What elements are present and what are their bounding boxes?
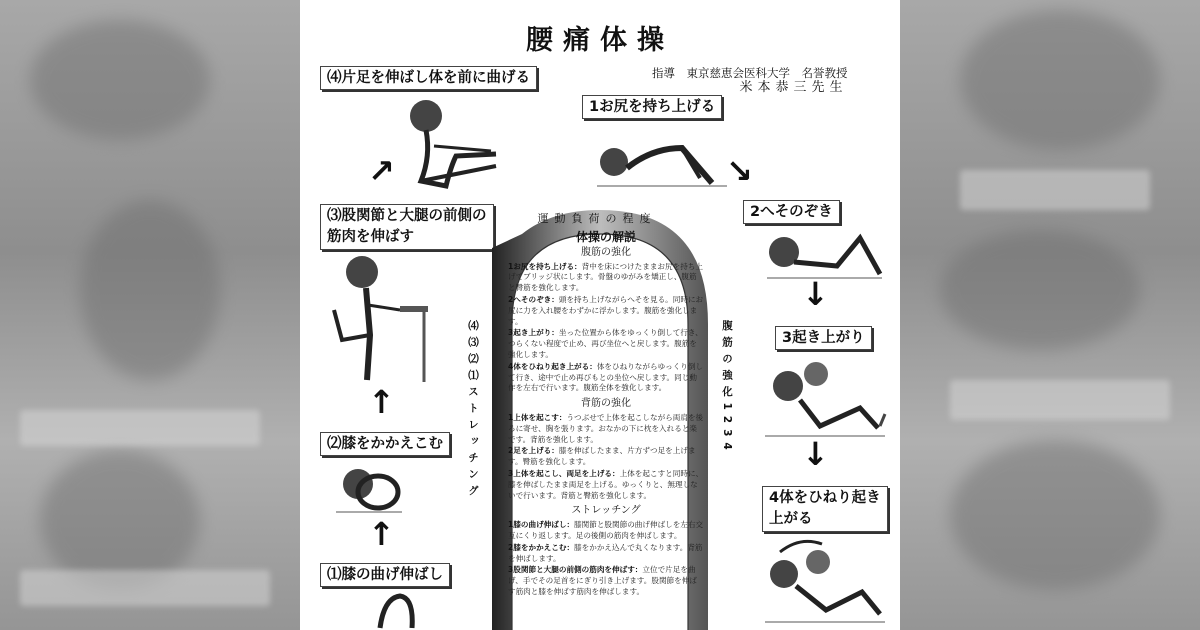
figure-knee-hug [334, 460, 404, 516]
label-stretch-3-line1: ⑶股関節と大腿の前側の [327, 208, 487, 224]
exercise-sheet [300, 0, 900, 630]
figure-navel-look [762, 226, 887, 284]
arch-title: 運動負荷の程度 [537, 212, 657, 225]
abs-item: 4体をひねり起き上がる：体をひねりながらゆっくり倒して行き、途中で止め再びもとの坐位へ戻します。同じ動作を左右で行います。腹筋全体を強化します。 [508, 361, 704, 393]
figure-forward-bend [396, 96, 506, 196]
label-stretch-4: ⑷片足を伸ばし体を前に曲げる [320, 66, 537, 90]
stretch-heading: ストレッチング [571, 505, 641, 517]
label-stretch-1: ⑴膝の曲げ伸ばし [320, 563, 450, 587]
stretch-item: 2膝をかかえこむ：膝をかかえ込んで丸くなります。背筋を伸ばします。 [508, 542, 703, 563]
back-item: 2足を上げる：膝を伸ばしたまま、片方ずつ足を上げます。臀筋を強化します。 [508, 446, 696, 467]
back-item: 1上体を起こす：うつぶせで上体を起こしながら両肩を後ろに寄せ、胸を張ります。おなかの下に枕を入れると楽です。背筋を強化します。 [508, 412, 704, 444]
back-heading: 背筋の強化 [581, 398, 631, 410]
label-stretch-2: ⑵膝をかかえこむ [320, 432, 450, 456]
blurred-background-right [900, 0, 1200, 630]
stretch-item: 3股関節と大腿の前側の筋肉を伸ばす：立位で片足を曲げ、手でその足首をにぎり引き上げます。股関節を伸ばす筋肉と膝を伸ばす筋肉を伸ばします。 [508, 565, 697, 596]
label-abs-1: 1お尻を持ち上げる [582, 95, 722, 119]
arch-right-label: 腹筋の強化1234 [721, 320, 733, 456]
figure-sit-up [760, 356, 888, 442]
arrow-up-icon: ↑ [368, 515, 395, 553]
explanation-panel [508, 232, 704, 599]
label-abs-4-line1: 4体をひねり起き [769, 490, 881, 506]
arch-left-label: ⑷⑶⑵⑴ストレッチング [467, 320, 479, 502]
credit-name: 米本恭三先生 [739, 80, 848, 95]
label-stretch-3-line2: 筋肉を伸ばす [327, 229, 414, 245]
credit-affiliation: 指導 東京慈恵会医科大学 名誉教授 [652, 66, 848, 80]
label-abs-3: 3起き上がり [775, 326, 872, 350]
explanation-heading: 体操の解説 [575, 230, 636, 244]
page-title: 腰痛体操 [526, 25, 674, 56]
arrow-down-right-icon: ↘ [726, 152, 753, 190]
back-item: 3上体を起こし、両足を上げる：上体を起こすと同時に、膝を伸ばしたまま両足を上げる。ゆっくりと、無理しないで行います。背筋と臀筋を強化します。 [508, 468, 704, 500]
figure-twist-sit-up [760, 532, 888, 628]
label-abs-2: 2へそのぞき [743, 200, 840, 224]
label-abs-4-line2: 上がる [769, 511, 813, 527]
arrow-down-icon: ↓ [802, 275, 829, 313]
stretch-item: 1膝の曲げ伸ばし：膝関節と股関節の曲げ伸ばしを左右交互にくり返します。足の後側の筋肉を伸ばします。 [508, 520, 704, 540]
abs-item: 2へそのぞき：頭を持ち上げながらへそを見る。同時にお尻に力を入れ腰をわずかに浮かします。腹筋を強化します。 [508, 294, 704, 326]
abs-heading: 腹筋の強化 [581, 246, 631, 258]
arrow-up-right-icon: ↗ [368, 152, 395, 190]
figure-knee-bend [370, 590, 420, 630]
abs-item: 3起き上がり：坐った位置から体をゆっくり倒して行き、つらくない程度で止め、再び坐位へと戻します。腹筋を強化します。 [508, 328, 703, 359]
figure-hip-raise [592, 128, 732, 190]
figure-thigh-stretch [322, 250, 440, 388]
credit [652, 66, 848, 95]
blurred-background-left [0, 0, 300, 630]
arrow-up-icon: ↑ [368, 383, 395, 421]
label-abs-4 [762, 486, 888, 532]
arrow-down-icon: ↓ [802, 435, 829, 473]
abs-item: 1お尻を持ち上げる：背中を床につけたままお尻を持ち上げてブリッジ状にします。骨盤のゆがみを矯正し、腹筋と臀筋を強化します。 [508, 261, 703, 293]
